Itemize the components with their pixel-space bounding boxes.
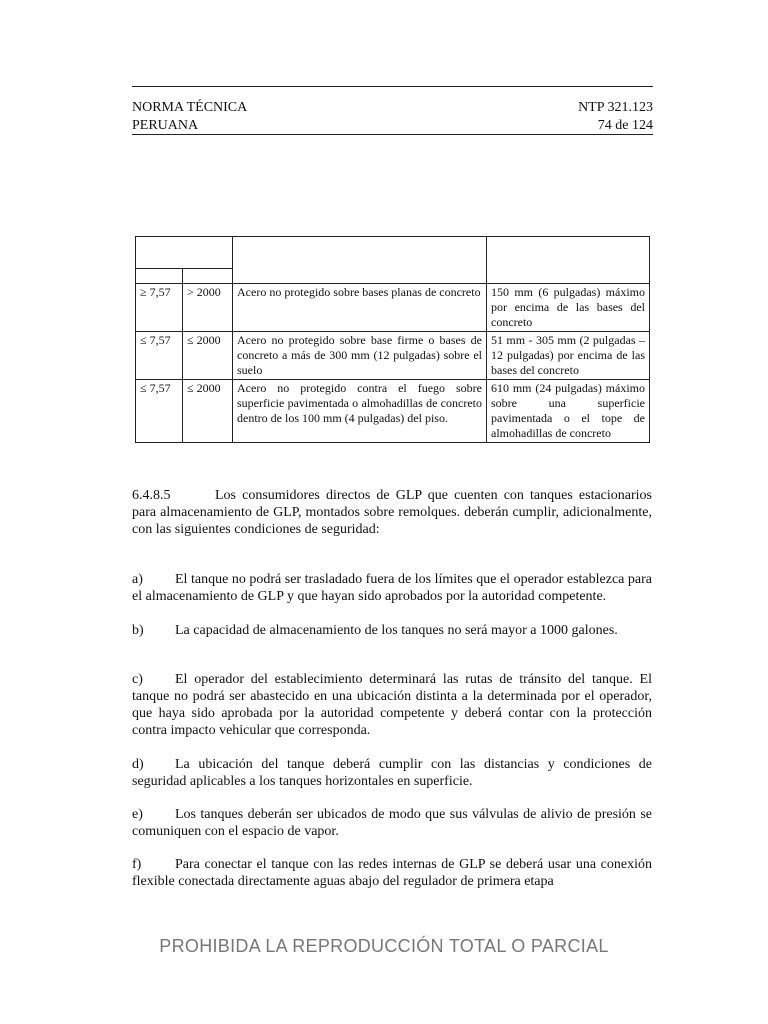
list-item-text: La ubicación del tanque deberá cumplir con las distancias y condiciones de seguridad aplicables a los tanques horizontales en superficie. [132, 757, 652, 789]
section-paragraph [132, 487, 652, 538]
header-right-line1: NTP 321.123 [578, 100, 653, 115]
header-bottom-rule [132, 134, 653, 135]
table-row [136, 332, 650, 380]
table-cell: Acero no protegido sobre base firme o bases de concreto a más de 300 mm (12 pulgadas) sobre el suelo [233, 332, 487, 380]
table-cell: 610 mm (24 pulgadas) máximo sobre una superficie pavimentada o el tope de almohadillas de concreto [487, 380, 650, 443]
table-cell: Acero no protegido sobre bases planas de concreto [233, 284, 487, 332]
table-header-cell-capacity [136, 237, 233, 269]
header-top-rule [132, 86, 653, 87]
list-item-text: El tanque no podrá ser trasladado fuera de los límites que el operador establezca para el almacenamiento de GLP y que hayan sido aprobados por la autoridad competente. [132, 572, 652, 604]
table-cell: 150 mm (6 pulgadas) máximo por encima de las bases del concreto [487, 284, 650, 332]
table-cell: ≤ 2000 [183, 332, 233, 380]
list-item-label: c) [132, 672, 143, 687]
table-cell: ≤ 2000 [183, 380, 233, 443]
list-item-a [132, 571, 652, 605]
header-left-line2: PERUANA [132, 118, 199, 133]
table-cell: > 2000 [183, 284, 233, 332]
footer-notice: PROHIBIDA LA REPRODUCCIÓN TOTAL O PARCIAL [159, 936, 609, 956]
table-row [136, 284, 650, 332]
list-item-text: El operador del establecimiento determinará las rutas de tránsito del tanque. El tanque no podrá ser abastecido en una ubicación distinta a la determinada por el operador, que haya sido aprobada por la autoridad competente y deberá contar con la protección contra impacto vehicular que corresponda. [132, 672, 652, 738]
table-row [136, 380, 650, 443]
header-left-line1: NORMA TÉCNICA [132, 100, 248, 115]
header-standard-code [578, 99, 653, 135]
header-right-line2: 74 de 124 [597, 118, 653, 133]
table-header-row [136, 237, 650, 269]
table-header-cell-support [233, 237, 487, 284]
list-item-label: e) [132, 807, 143, 822]
distance-table [135, 236, 650, 443]
list-item-label: f) [132, 857, 142, 872]
section-number: 6.4.8.5 [132, 488, 171, 503]
table-cell: ≥ 7,57 [136, 284, 183, 332]
list-item-text: La capacidad de almacenamiento de los tanques no será mayor a 1000 galones. [175, 623, 618, 638]
list-item-b [132, 622, 652, 639]
table-cell: ≤ 7,57 [136, 332, 183, 380]
list-item-e [132, 806, 652, 840]
list-item-c [132, 671, 652, 739]
list-item-text: Para conectar el tanque con las redes internas de GLP se deberá usar una conexión flexible conectada directamente aguas abajo del regulador de primera etapa [132, 857, 652, 889]
section-text: Los consumidores directos de GLP que cuenten con tanques estacionarios para almacenamiento de GLP, montados sobre remolques. deberán cumplir, adicionalmente, con las siguientes condiciones de seguridad: [132, 488, 652, 537]
list-item-d [132, 756, 652, 790]
list-item-f [132, 856, 652, 890]
table-cell: ≤ 7,57 [136, 380, 183, 443]
table-cell: 51 mm - 305 mm (2 pulgadas – 12 pulgadas) por encima de las bases del concreto [487, 332, 650, 380]
header-standard-name [132, 99, 247, 135]
list-item-label: d) [132, 757, 144, 772]
list-item-label: b) [132, 623, 144, 638]
table-header-cell-height [487, 237, 650, 284]
list-item-text: Los tanques deberán ser ubicados de modo que sus válvulas de alivio de presión se comuniquen con el espacio de vapor. [132, 807, 652, 839]
table-cell: Acero no protegido contra el fuego sobre superficie pavimentada o almohadillas de concreto dentro de los 100 mm (4 pulgadas) del piso. [233, 380, 487, 443]
table-subheader-cell-2 [183, 269, 233, 284]
list-item-label: a) [132, 572, 143, 587]
table-subheader-cell-1 [136, 269, 183, 284]
